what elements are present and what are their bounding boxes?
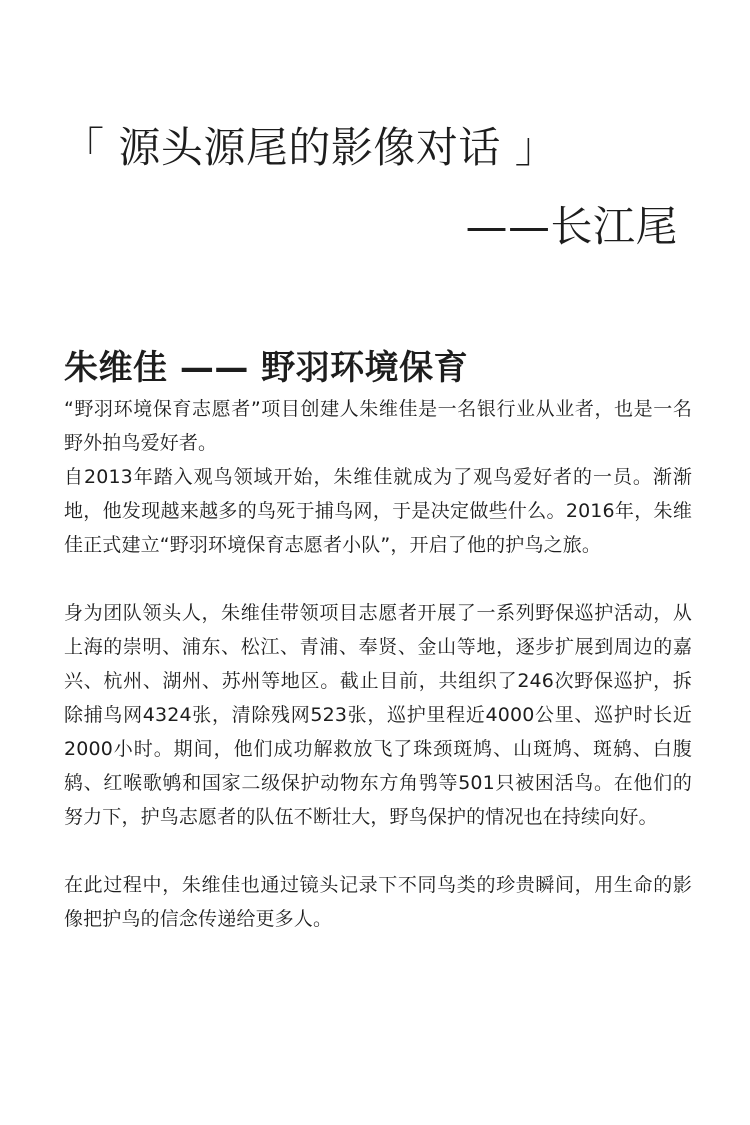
paragraph-activities: 身为团队领头人，朱维佳带领项目志愿者开展了一系列野保巡护活动，从上海的崇明、浦东、松江、青浦、奉贤、金山等地，逐步扩展到周边的嘉兴、杭州、湖州、苏州等地区。截止目前，共组织了246次野保巡护，拆除捕鸟网4324张，清除残网523张，巡护里程近4000公里、巡护时长近2000小时。期间，他们成功解救放飞了珠颈斑鸠、山斑鸠、斑鸫、白腹鸫、红喉歌鸲和国家二级保护动物东方角鸮等501只被困活鸟。在他们的努力下，护鸟志愿者的队伍不断壮大，野鸟保护的情况也在持续向好。 xyxy=(64,602,692,828)
paragraph-origin: 自2013年踏入观鸟领域开始，朱维佳就成为了观鸟爱好者的一员。渐渐地，他发现越来越多的鸟死于捕鸟网，于是决定做些什么。2016年，朱维佳正式建立“野羽环境保育志愿者小队”，开启了他的护鸟之旅。 xyxy=(64,466,692,556)
section-heading: 朱维佳 —— 野羽环境保育 xyxy=(64,348,469,388)
paragraph-intro: “野羽环境保育志愿者”项目创建人朱维佳是一名银行业从业者，也是一名野外拍鸟爱好者。 xyxy=(64,398,692,454)
page-subtitle: ——长江尾 xyxy=(465,201,678,251)
page-title: 「 源头源尾的影像对话 」 xyxy=(62,123,558,173)
paragraph-photography: 在此过程中，朱维佳也通过镜头记录下不同鸟类的珍贵瞬间，用生命的影像把护鸟的信念传递给更多人。 xyxy=(64,874,692,930)
article-body xyxy=(64,392,692,936)
